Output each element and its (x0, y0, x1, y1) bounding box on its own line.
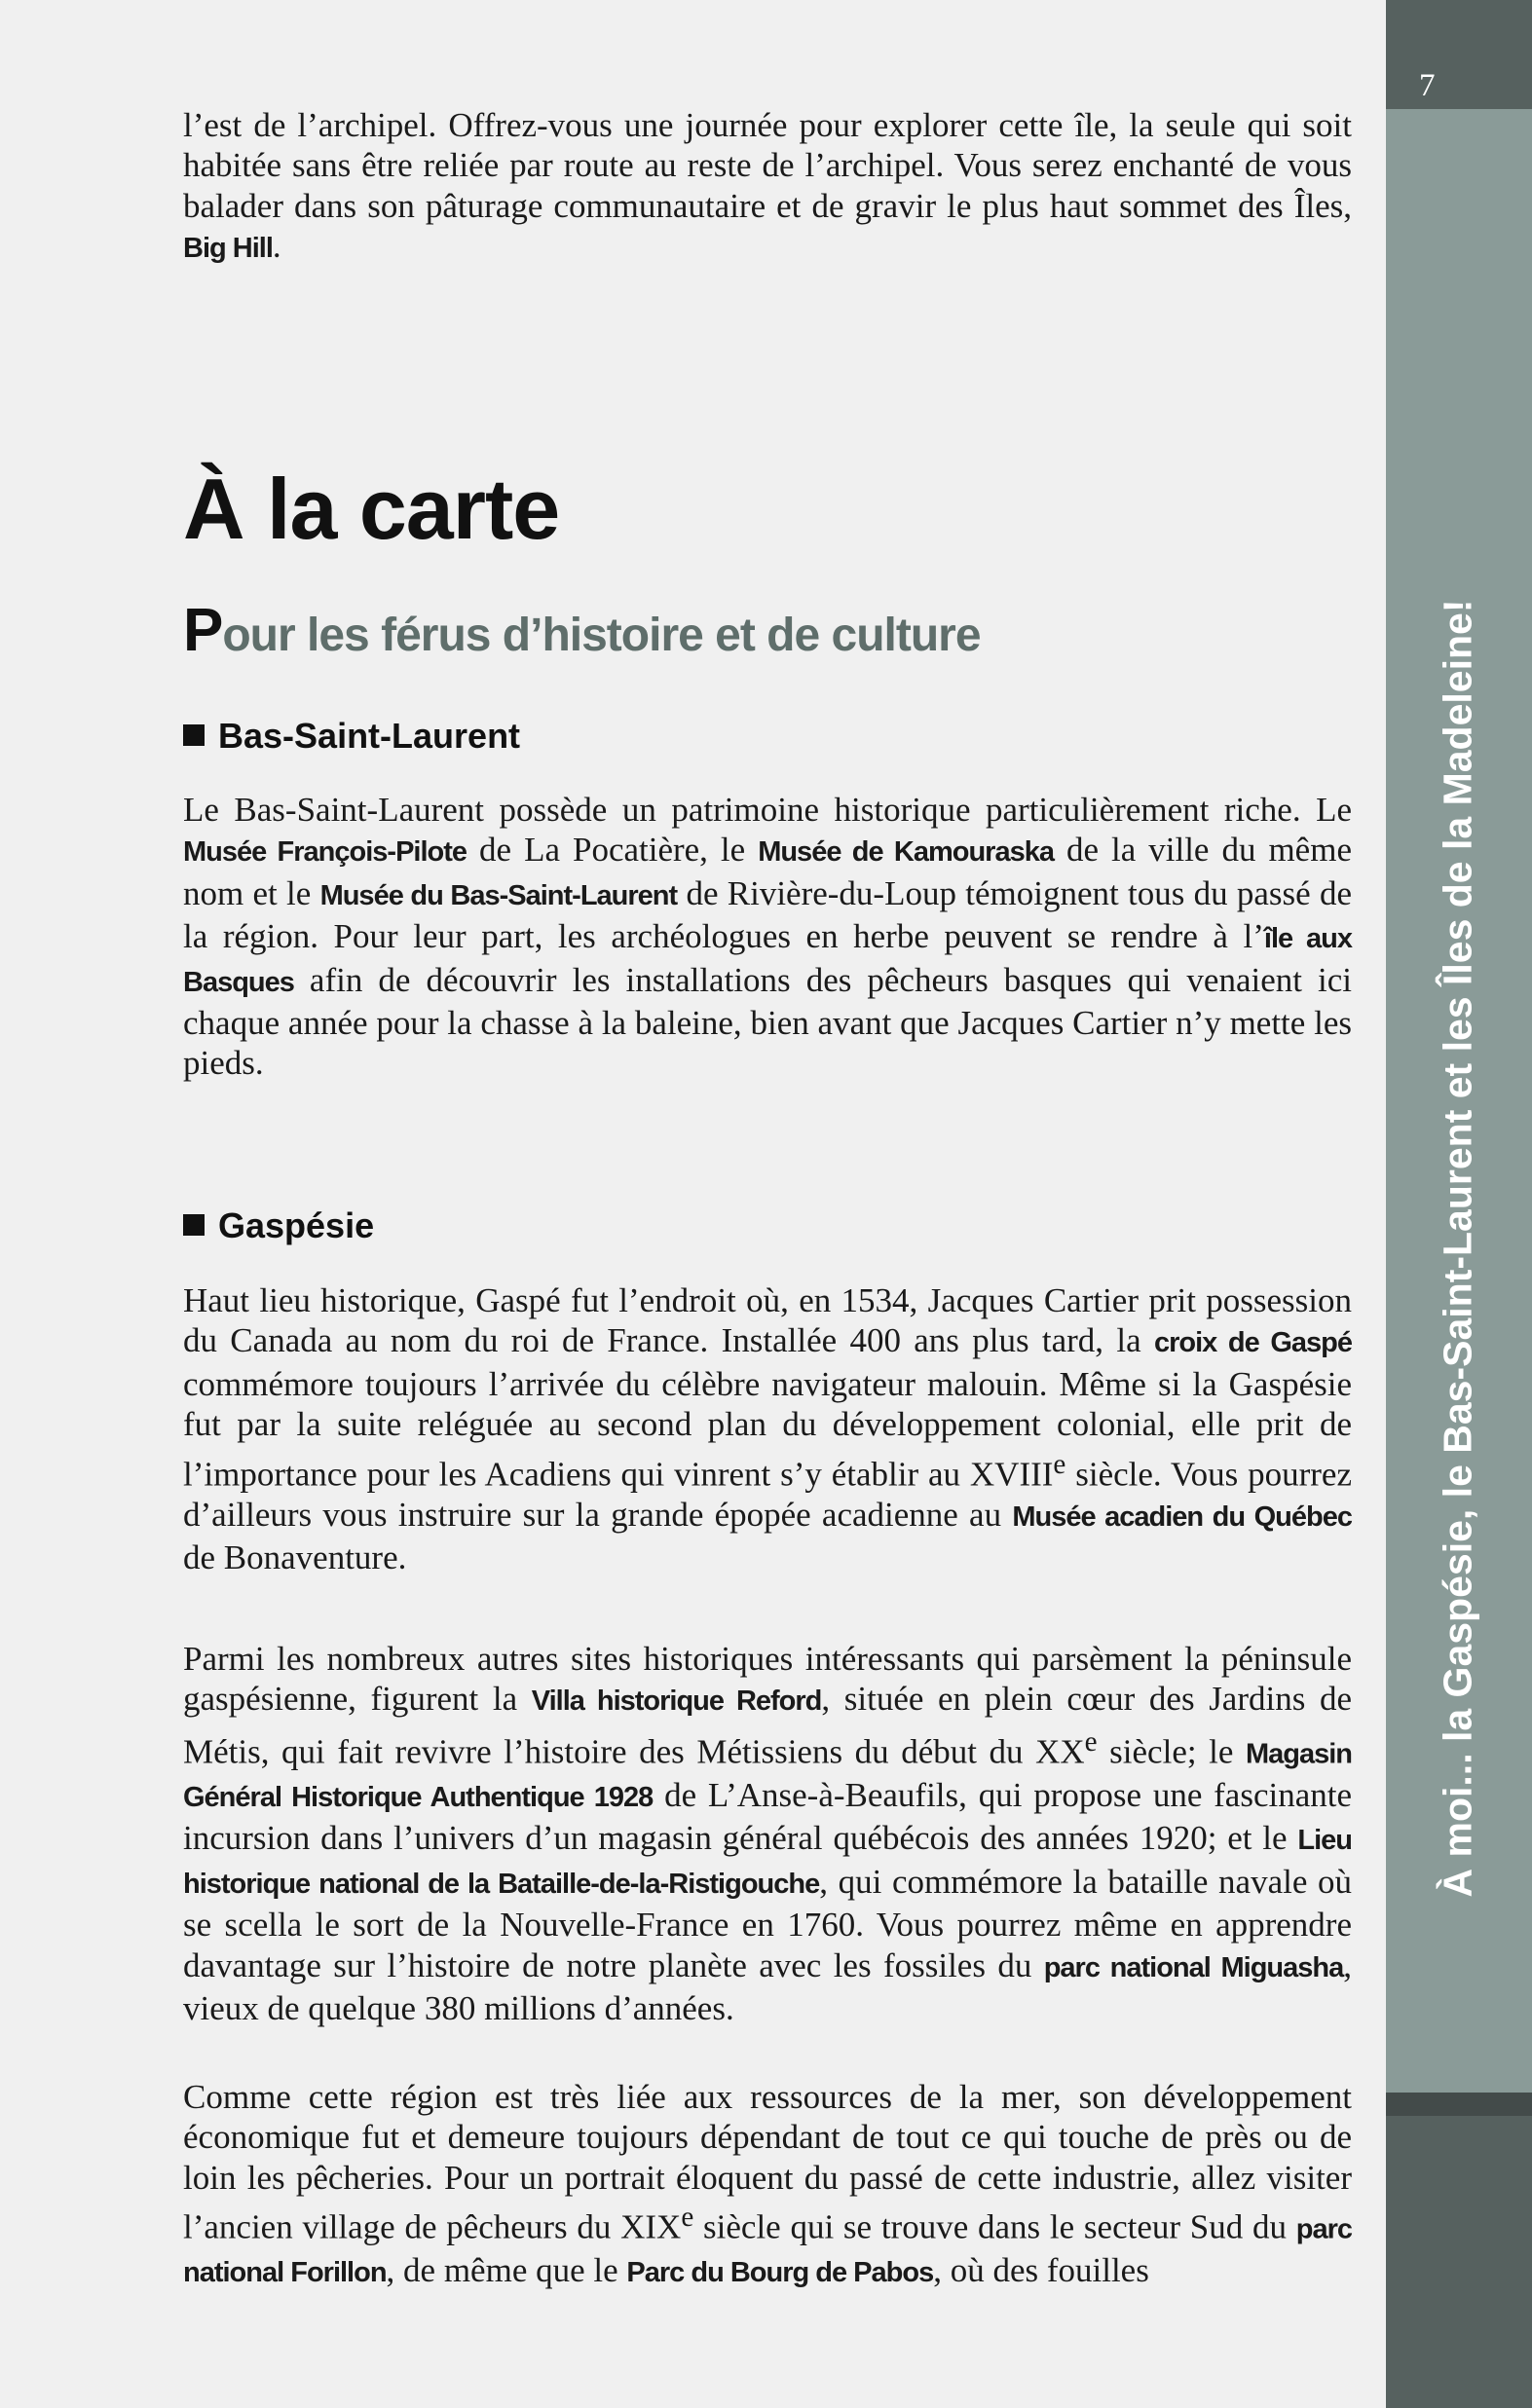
place-name: Musée François-Pilote (183, 836, 467, 869)
superscript: e (681, 2202, 694, 2234)
place-name: Parc du Bourg de Pabos (626, 2257, 934, 2289)
place-name: Musée du Bas-Saint-Laurent (319, 879, 678, 911)
text: Comme cette région est très liée aux ressources de la mer, son développement économique fut et demeure toujours dépendant de tout ce qui touche de près ou de loin les pêcheries. Pour un portrait éloquent du passé de cette industrie, allez visiter l’ancien village de pêcheurs du XIX (183, 2078, 1352, 2246)
text: Le Bas-Saint-Laurent possède un patrimoine historique particulièrement riche. Le (183, 791, 1352, 829)
superscript: e (1084, 1725, 1098, 1758)
region-heading-bas-saint-laurent (183, 716, 520, 757)
text: de Rivière-du-Loup témoignent tous du passé de la région. Pour leur part, les archéologues en herbe peuvent se rendre à l’ (183, 873, 1352, 956)
paragraph-gaspesie-3 (183, 2077, 1352, 2294)
text: Haut lieu historique, Gaspé fut l’endroit où, en 1534, Jacques Cartier prit possession du Canada au nom du roi de France. Installée 400 ans plus tard, la (183, 1281, 1352, 1360)
sidebar (1386, 0, 1532, 2408)
text: de L’Anse-à-Beaufils, qui propose une fascinante incursion dans l’univers d’un magasin général québécois des années 1920; et le (183, 1775, 1353, 1858)
text: l’est de l’archipel. Offrez-vous une journée pour explorer cette île, la seule qui soit habitée sans être reliée par route au reste de l’archipel. Vous serez enchanté de vous balader dans son pâturage communautaire et de gravir le plus haut sommet des Îles, (183, 106, 1352, 225)
subheading (183, 596, 981, 665)
region-title: Gaspésie (218, 1205, 375, 1245)
text: de la ville du même nom et le (183, 831, 1352, 912)
superscript: e (1053, 1448, 1066, 1480)
text: , vieux de quelque 380 millions d’années. (183, 1945, 1352, 2027)
place-name: Magasin Général Historique Authentique 1928 (183, 1738, 1352, 1813)
square-bullet-icon (183, 1214, 205, 1236)
place-name: parc national Forillon (183, 2213, 1352, 2289)
paragraph-gaspesie-2 (183, 1639, 1352, 2028)
paragraph-bas-saint-laurent (183, 790, 1352, 1084)
text: de La Pocatière, le (467, 831, 759, 870)
intro-paragraph (183, 105, 1352, 270)
place-name: Musée acadien du Québec (1012, 1500, 1353, 1533)
text: siècle qui se trouve dans le secteur Sud du (693, 2207, 1296, 2246)
text: commémore toujours l’arrivée du célèbre navigateur malouin. Même si la Gaspésie fut par la suite reléguée au second plan du développement colonial, elle prit de l’importance pour les Acadiens qui vinrent s’y établir au XVIII (183, 1364, 1352, 1494)
place-name: Lieu historique national de la Bataille-de-la-Ristigouche (183, 1825, 1352, 1900)
place-name: Musée de Kamouraska (758, 836, 1054, 869)
region-title: Bas-Saint-Laurent (218, 716, 521, 756)
text: , où des fouilles (933, 2251, 1149, 2290)
region-heading-gaspesie (183, 1205, 374, 1246)
square-bullet-icon (183, 724, 205, 746)
text: , située en plein cœur des Jardins de Métis, qui fait revivre l’histoire des Métissiens du début du XX (183, 1680, 1353, 1771)
subheading-text: our les férus d’histoire et de culture (222, 610, 981, 661)
text: afin de découvrir les installations des pêcheurs basques qui venaient ici chaque année pour la chasse à la baleine, bien avant que Jacques Cartier n’y mette les pieds. (183, 960, 1352, 1083)
place-name: Villa historique Reford (531, 1686, 822, 1718)
text: siècle. Vous pourrez d’ailleurs vous instruire sur la grande épopée acadienne au (183, 1455, 1352, 1534)
sidebar-bottom-block (1386, 2093, 1532, 2408)
section-heading: À la carte (183, 461, 560, 557)
drop-letter: P (183, 597, 223, 664)
text: Parmi les nombreux autres sites historiques intéressants qui parsèment la péninsule gaspésienne, figurent la (183, 1640, 1352, 1719)
side-running-title: À moi... la Gaspésie, le Bas-Saint-Laurent et les Îles de la Madeleine! (1435, 599, 1480, 1898)
page-number: 7 (1419, 68, 1436, 103)
place-name: Big Hill (183, 233, 273, 265)
text: siècle; le (1097, 1732, 1246, 1771)
page-number-block (1386, 0, 1532, 109)
text: de Bonaventure. (183, 1538, 407, 1577)
place-name: île aux Basques (183, 923, 1352, 998)
text: , de même que le (386, 2251, 627, 2290)
place-name: parc national Miguasha (1043, 1951, 1344, 1983)
text: , qui commémore la bataille navale où se scella le sort de la Nouvelle-France en 1760. Vous pourrez même en apprendre davantage sur l’histoire de notre planète avec les fossiles du (183, 1862, 1352, 1984)
place-name: croix de Gaspé (1153, 1327, 1352, 1359)
text: . (272, 227, 281, 266)
paragraph-gaspesie-1 (183, 1280, 1352, 1578)
sidebar-bottom-strip (1386, 2093, 1532, 2116)
